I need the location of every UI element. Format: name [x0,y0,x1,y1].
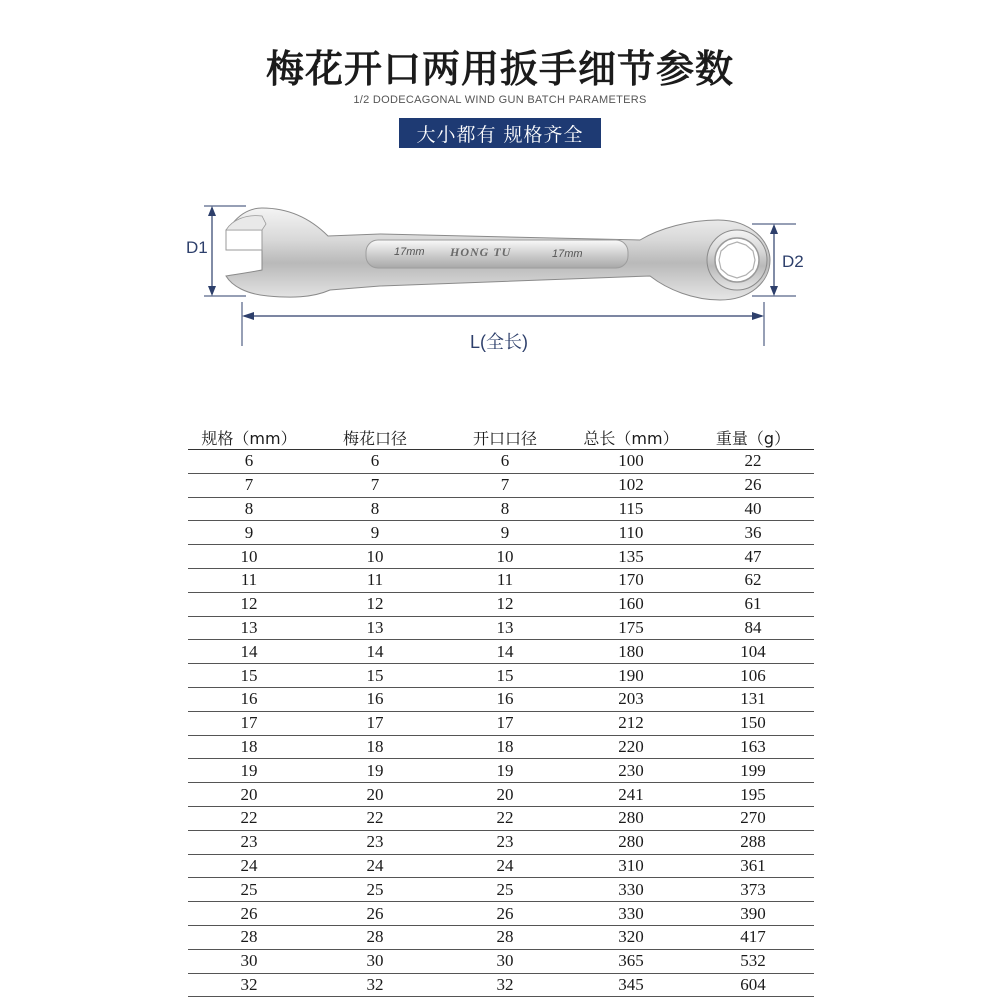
cell-length: 220 [618,736,644,756]
cell-weight: 62 [744,570,762,590]
cell-box-diameter: 12 [366,594,384,614]
cell-weight: 604 [740,974,766,994]
cell-length: 180 [618,641,644,661]
cell-length: 241 [618,784,644,804]
table-row [188,521,814,545]
cell-length: 212 [618,713,644,733]
table-row [188,498,814,522]
cell-open-diameter: 16 [496,689,514,709]
cell-open-diameter: 13 [496,617,514,637]
cell-length: 345 [618,974,644,994]
cell-weight: 61 [744,594,762,614]
cell-size: 19 [240,760,258,780]
cell-length: 115 [618,498,644,518]
table-row [188,664,814,688]
cell-box-diameter: 18 [366,736,384,756]
cell-box-diameter: 32 [366,974,384,994]
cell-size: 28 [240,927,258,947]
cell-length: 110 [618,522,644,542]
cell-weight: 131 [740,689,766,709]
cell-length: 320 [618,927,644,947]
page-title: 梅花开口两用扳手细节参数 [265,47,734,91]
cell-length: 102 [618,475,644,495]
table-row [188,878,814,902]
cell-size: 13 [240,617,258,637]
cell-open-diameter: 12 [496,594,514,614]
table-row [188,545,814,569]
cell-length: 310 [618,855,644,875]
cell-length: 100 [618,451,644,471]
cell-open-diameter: 15 [496,665,514,685]
d1-label: D1 [186,238,208,257]
cell-box-diameter: 16 [366,689,384,709]
cell-open-diameter: 30 [496,951,514,971]
wrench-stamp-right: 17mm [552,248,583,260]
cell-weight: 163 [740,736,766,756]
table-row [188,974,814,998]
cell-open-diameter: 14 [496,641,514,661]
cell-size: 11 [240,570,258,590]
table-row [188,736,814,760]
cell-box-diameter: 7 [370,475,380,495]
cell-size: 22 [240,808,258,828]
cell-weight: 373 [740,879,766,899]
cell-size: 14 [240,641,258,661]
table-body [188,450,814,997]
cell-size: 23 [240,832,258,852]
table-row [188,688,814,712]
cell-box-diameter: 23 [366,832,384,852]
cell-open-diameter: 26 [496,903,514,923]
cell-weight: 195 [740,784,766,804]
d2-label: D2 [782,252,804,271]
cell-open-diameter: 20 [496,784,514,804]
cell-size: 12 [240,594,258,614]
cell-weight: 84 [744,617,762,637]
table-row [188,902,814,926]
cell-box-diameter: 26 [366,903,384,923]
cell-box-diameter: 15 [366,665,384,685]
cell-length: 170 [618,570,644,590]
cell-box-diameter: 6 [370,451,380,471]
cell-weight: 104 [740,641,766,661]
cell-size: 18 [240,736,258,756]
cell-weight: 361 [740,855,766,875]
table-row [188,617,814,641]
length-label: L(全长) [470,332,528,352]
cell-open-diameter: 25 [496,879,514,899]
feature-banner: 大小都有 规格齐全 [399,118,601,148]
cell-length: 280 [618,832,644,852]
cell-open-diameter: 8 [500,498,510,518]
cell-length: 230 [618,760,644,780]
cell-size: 9 [244,522,254,542]
cell-size: 8 [244,498,254,518]
cell-open-diameter: 23 [496,832,514,852]
cell-length: 330 [618,879,644,899]
cell-size: 16 [240,689,258,709]
table-row [188,712,814,736]
cell-box-diameter: 10 [366,546,384,566]
wrench-brand: HONG TU [450,245,512,259]
cell-size: 26 [240,903,258,923]
table-row [188,807,814,831]
table-row [188,783,814,807]
table-row [188,450,814,474]
cell-size: 32 [240,974,258,994]
cell-open-diameter: 10 [496,546,514,566]
table-row [188,640,814,664]
table-row [188,950,814,974]
cell-size: 7 [244,475,254,495]
cell-box-diameter: 20 [366,784,384,804]
cell-box-diameter: 8 [370,498,380,518]
cell-box-diameter: 24 [366,855,384,875]
table-row [188,831,814,855]
cell-weight: 40 [744,498,762,518]
cell-box-diameter: 19 [366,760,384,780]
cell-open-diameter: 17 [496,713,514,733]
cell-open-diameter: 7 [500,475,510,495]
header-weight: 重量（g） [715,429,791,448]
cell-weight: 532 [740,951,766,971]
header-size: 规格（mm） [201,429,297,448]
cell-size: 25 [240,879,258,899]
cell-size: 24 [240,855,258,875]
cell-box-diameter: 25 [366,879,384,899]
cell-open-diameter: 28 [496,927,514,947]
cell-weight: 22 [744,451,762,471]
cell-length: 190 [618,665,644,685]
cell-length: 135 [618,546,644,566]
cell-weight: 270 [740,808,766,828]
table-row [188,474,814,498]
cell-open-diameter: 18 [496,736,514,756]
cell-size: 10 [240,546,258,566]
wrench-stamp-left: 17mm [394,246,425,258]
cell-box-diameter: 30 [366,951,384,971]
cell-length: 365 [618,951,644,971]
header-length: 总长（mm） [583,429,679,448]
cell-weight: 36 [744,522,762,542]
cell-box-diameter: 9 [370,522,380,542]
cell-weight: 150 [740,713,766,733]
cell-length: 280 [618,808,644,828]
cell-weight: 199 [740,760,766,780]
cell-open-diameter: 11 [496,570,514,590]
spec-table [188,428,814,997]
cell-size: 15 [240,665,258,685]
cell-box-diameter: 17 [366,713,384,733]
cell-box-diameter: 28 [366,927,384,947]
cell-weight: 417 [740,927,766,947]
cell-box-diameter: 11 [366,570,384,590]
table-row [188,569,814,593]
cell-size: 30 [240,951,258,971]
table-row [188,926,814,950]
cell-length: 175 [618,617,644,637]
cell-open-diameter: 32 [496,974,514,994]
cell-open-diameter: 24 [496,855,514,875]
table-header [188,428,814,450]
cell-size: 17 [240,713,258,733]
cell-weight: 390 [740,903,766,923]
cell-weight: 288 [740,832,766,852]
header-box-diameter: 梅花口径 [342,429,407,448]
cell-size: 6 [244,451,254,471]
cell-open-diameter: 9 [500,522,510,542]
cell-size: 20 [240,784,258,804]
cell-open-diameter: 6 [500,451,510,471]
cell-length: 160 [618,594,644,614]
cell-box-diameter: 13 [366,617,384,637]
cell-weight: 47 [744,546,762,566]
cell-box-diameter: 22 [366,808,384,828]
cell-open-diameter: 19 [496,760,514,780]
cell-length: 330 [618,903,644,923]
cell-box-diameter: 14 [366,641,384,661]
table-row [188,593,814,617]
page-subtitle: 1/2 DODECAGONAL WIND GUN BATCH PARAMETERS [353,94,647,106]
cell-open-diameter: 22 [496,808,514,828]
cell-weight: 26 [744,475,762,495]
cell-weight: 106 [740,665,766,685]
table-row [188,855,814,879]
header-open-diameter: 开口口径 [472,429,537,448]
wrench-diagram [0,190,1000,360]
table-row [188,759,814,783]
cell-length: 203 [618,689,644,709]
